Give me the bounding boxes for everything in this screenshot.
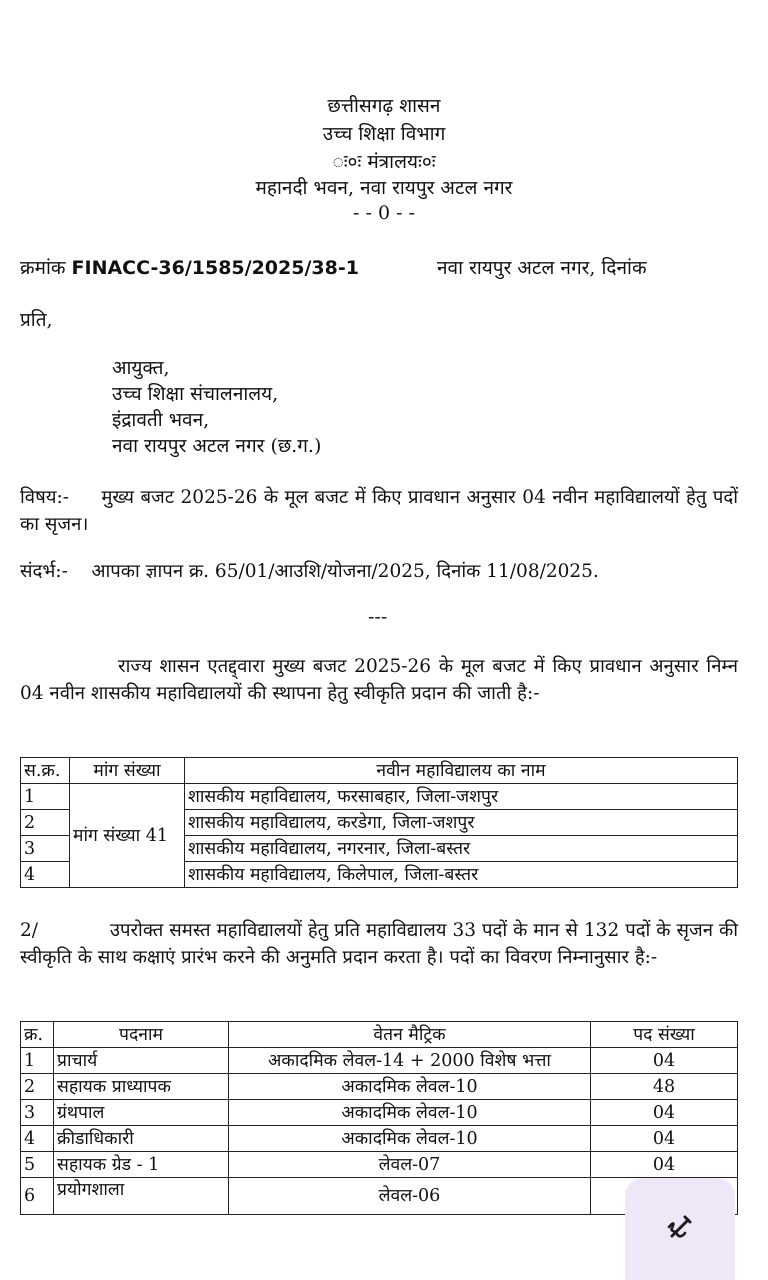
post-name: ग्रंथपाल xyxy=(54,1100,229,1126)
pay-matrix: अकादमिक लेवल-10 xyxy=(229,1074,591,1100)
paragraph-approval: राज्य शासन एतद्द्वारा मुख्य बजट 2025-26 के मूल बजट में किए प्रावधान अनुसार निम्न 04 नवीन शासकीय महाविद्यालयों की स्थापना हेतु स्वीकृति प्रदान की जाती है:- xyxy=(20,656,738,704)
table-row xyxy=(21,784,738,810)
row-sn: 3 xyxy=(21,1100,54,1126)
post-name: सहायक प्राध्यापक xyxy=(54,1074,229,1100)
row-sn: 1 xyxy=(21,1048,54,1074)
col-header-sn: क्र. xyxy=(21,1022,54,1048)
post-name: प्राचार्य xyxy=(54,1048,229,1074)
pay-matrix: लेवल-07 xyxy=(229,1152,591,1178)
row-sn: 4 xyxy=(21,1126,54,1152)
post-count: 04 xyxy=(591,1126,738,1152)
colleges-table xyxy=(20,757,738,888)
place-date: नवा रायपुर अटल नगर, दिनांक xyxy=(437,257,647,279)
order-number-line xyxy=(20,254,359,280)
reference-text: आपका ज्ञापन क्र. 65/01/आउशि/योजना/2025, दिनांक 11/08/2025. xyxy=(91,561,599,582)
to-label: प्रति, xyxy=(20,309,53,331)
subject-label: विषय:- xyxy=(20,487,69,508)
table-row xyxy=(21,1126,738,1152)
col-header-post: पदनाम xyxy=(54,1022,229,1048)
header-department: उच्च शिक्षा विभाग xyxy=(322,123,446,145)
addressee-line: आयुक्त, xyxy=(112,357,170,379)
table-header-row xyxy=(21,1022,738,1048)
college-name: शासकीय महाविद्यालय, करडेगा, जिला-जशपुर xyxy=(185,810,738,836)
demand-number-cell: मांग संख्या 41 xyxy=(70,784,185,888)
addressee-line: इंद्रावती भवन, xyxy=(112,409,210,431)
table-row xyxy=(21,1100,738,1126)
order-number-prefix: क्रमांक xyxy=(20,257,66,279)
row-sn: 4 xyxy=(21,862,70,888)
edit-pen-icon xyxy=(663,1210,697,1248)
header-divider: - - 0 - - xyxy=(353,202,415,224)
post-name: प्रयोगशाला xyxy=(54,1178,229,1215)
table-row xyxy=(21,1074,738,1100)
col-header-demand: मांग संख्या xyxy=(70,758,185,784)
col-header-college: नवीन महाविद्यालय का नाम xyxy=(185,758,738,784)
post-count: 04 xyxy=(591,1048,738,1074)
edit-fab-button[interactable] xyxy=(625,1178,735,1280)
row-sn: 3 xyxy=(21,836,70,862)
header-ministry: ः०ः मंत्रालयः०ः xyxy=(332,151,436,173)
order-number: FINACC-36/1585/2025/38-1 xyxy=(71,257,359,279)
post-name: सहायक ग्रेड - 1 xyxy=(54,1152,229,1178)
header-government: छत्तीसगढ़ शासन xyxy=(327,95,441,117)
subject-block xyxy=(20,484,738,538)
pay-matrix: अकादमिक लेवल-10 xyxy=(229,1126,591,1152)
post-name: क्रीडाधिकारी xyxy=(54,1126,229,1152)
paragraph-number: 2/ xyxy=(20,920,39,941)
row-sn: 2 xyxy=(21,1074,54,1100)
college-name: शासकीय महाविद्यालय, फरसाबहार, जिला-जशपुर xyxy=(185,784,738,810)
college-name: शासकीय महाविद्यालय, नगरनार, जिला-बस्तर xyxy=(185,836,738,862)
reference-block xyxy=(20,558,599,583)
pay-matrix: अकादमिक लेवल-10 xyxy=(229,1100,591,1126)
addressee-line: उच्च शिक्षा संचालनालय, xyxy=(112,383,279,405)
row-sn: 5 xyxy=(21,1152,54,1178)
addressee-line: नवा रायपुर अटल नगर (छ.ग.) xyxy=(112,435,322,457)
col-header-pay: वेतन मैट्रिक xyxy=(229,1022,591,1048)
row-sn: 1 xyxy=(21,784,70,810)
header-address: महानदी भवन, नवा रायपुर अटल नगर xyxy=(255,177,513,199)
post-count: 04 xyxy=(591,1100,738,1126)
pay-matrix: लेवल-06 xyxy=(229,1178,591,1215)
row-sn: 2 xyxy=(21,810,70,836)
paragraph-posts xyxy=(20,917,738,971)
table-header-row xyxy=(21,758,738,784)
col-header-count: पद संख्या xyxy=(591,1022,738,1048)
table-row xyxy=(21,1048,738,1074)
section-separator: --- xyxy=(368,606,388,628)
pay-matrix: अकादमिक लेवल-14 + 2000 विशेष भत्ता xyxy=(229,1048,591,1074)
reference-label: संदर्भ:- xyxy=(20,561,68,582)
row-sn: 6 xyxy=(21,1178,54,1215)
post-count: 04 xyxy=(591,1152,738,1178)
college-name: शासकीय महाविद्यालय, किलेपाल, जिला-बस्तर xyxy=(185,862,738,888)
post-count: 48 xyxy=(591,1074,738,1100)
subject-text: मुख्य बजट 2025-26 के मूल बजट में किए प्रावधान अनुसार 04 नवीन महाविद्यालयों हेतु पदों का सृजन। xyxy=(20,487,738,535)
table-row xyxy=(21,1152,738,1178)
col-header-sn: स.क्र. xyxy=(21,758,70,784)
paragraph-posts-text: उपरोक्त समस्त महाविद्यालयों हेतु प्रति महाविद्यालय 33 पदों के मान से 132 पदों के सृजन की स्वीकृति के साथ कक्षाएं प्रारंभ करने की अनुमति प्रदान करता है। पदों का विवरण निम्नानुसार है:- xyxy=(20,920,738,968)
